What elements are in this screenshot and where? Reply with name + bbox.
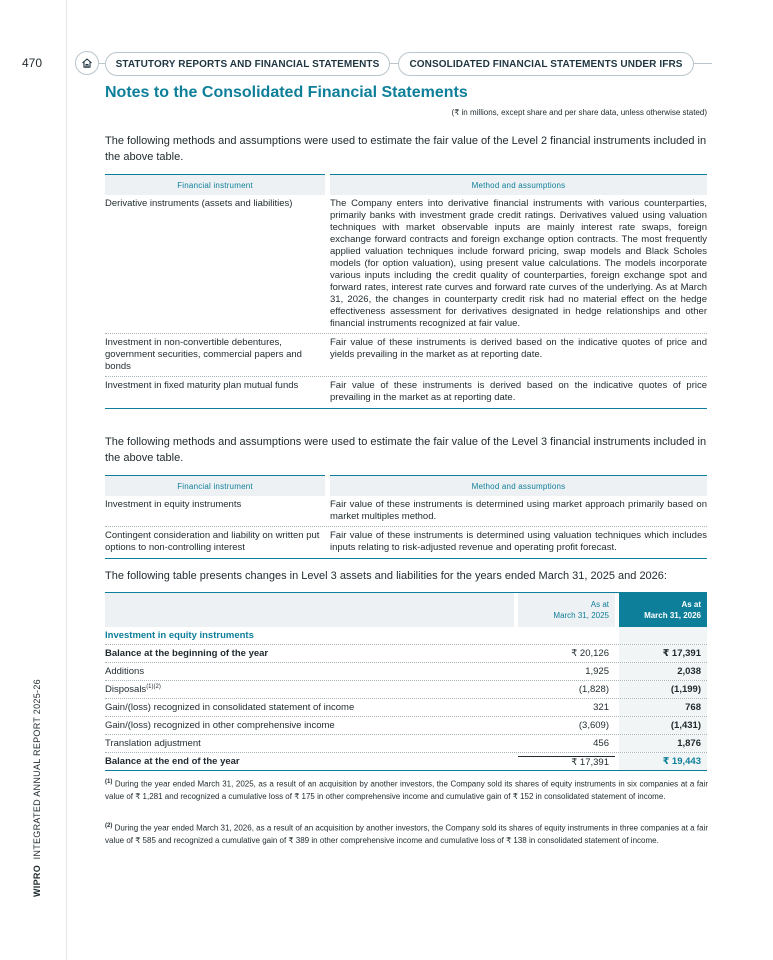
- value-2026: (1,431): [619, 717, 707, 734]
- instrument-cell: Investment in equity instruments: [105, 499, 242, 510]
- table-row: [105, 334, 707, 377]
- nav-rule: [692, 63, 712, 64]
- value-2025: 321: [593, 702, 609, 713]
- row-label: Translation adjustment: [105, 738, 201, 749]
- level3-table: [105, 475, 707, 559]
- level2-intro: The following methods and assumptions were used to estimate the fair value of the Level 2 financial instruments included in the above table.: [105, 135, 707, 163]
- row-label: Gain/(loss) recognized in consolidated statement of income: [105, 702, 355, 713]
- value-2026: ₹ 19,443: [619, 753, 707, 770]
- table-bottom-rule: [105, 408, 707, 409]
- instrument-cell: Derivative instruments (assets and liabilities): [105, 198, 293, 209]
- page-margin-line: [66, 0, 67, 960]
- section-row: [105, 627, 707, 645]
- value-2025: ₹ 20,126: [571, 648, 609, 659]
- value-2026: 2,038: [619, 663, 707, 680]
- column-header-instrument: Financial instrument: [105, 475, 325, 496]
- footnote-mark: (1): [105, 779, 113, 785]
- table-row: [105, 377, 707, 407]
- nav-statutory-reports[interactable]: STATUTORY REPORTS AND FINANCIAL STATEMENTS: [105, 52, 390, 76]
- home-button[interactable]: [75, 51, 99, 75]
- instrument-cell: Contingent consideration and liability on written put options to non-controlling interest: [105, 530, 320, 553]
- method-cell: Fair value of these instruments is determined using valuation techniques which includes inputs relating to risk-adjusted revenue and operating profit forecast.: [330, 530, 707, 553]
- value-2026: ₹ 17,391: [619, 645, 707, 662]
- column-header-instrument: Financial instrument: [105, 174, 325, 195]
- instrument-cell: Investment in fixed maturity plan mutual funds: [105, 380, 299, 391]
- value-2025: (3,609): [578, 720, 609, 731]
- column-header-2026: [619, 593, 707, 627]
- table-row-total: [105, 753, 707, 771]
- value-2026: 768: [619, 699, 707, 716]
- report-name: INTEGRATED ANNUAL REPORT 2025-26: [32, 679, 42, 860]
- table-row: [105, 699, 707, 717]
- value-2025: (1,828): [578, 684, 609, 695]
- page-number: 470: [22, 56, 43, 70]
- row-label: Balance at the beginning of the year: [105, 648, 269, 659]
- footnote-ref: (1)(2): [146, 683, 161, 690]
- method-cell: Fair value of these instruments is derived based on the indicative quotes of price and yields prevailing in the market as at reporting date.: [330, 337, 707, 360]
- row-label: Additions: [105, 666, 145, 677]
- level2-table: [105, 174, 707, 409]
- method-cell: Fair value of these instruments is determined using market approach primarily based on market multiples method.: [330, 499, 707, 522]
- column-header-2025-line2: March 31, 2025: [553, 611, 609, 620]
- table-row: [105, 735, 707, 753]
- level3-intro: The following methods and assumptions were used to estimate the fair value of the Level 3 financial instruments included in the above table.: [105, 436, 707, 464]
- header-blank: [105, 593, 514, 627]
- page-title: Notes to the Consolidated Financial Statements: [105, 84, 468, 101]
- footnote-1: [105, 776, 708, 803]
- changes-intro: The following table presents changes in Level 3 assets and liabilities for the years ended March 31, 2025 and 2026:: [105, 570, 667, 582]
- column-header-2026-line1: As at: [681, 600, 701, 609]
- footnote-text: During the year ended March 31, 2025, as a result of an acquisition by another investors, the Company sold its shares of equity instruments in six companies at a fair value of ₹ 1,281 and recognized a cumulative loss of ₹ 175 in other comprehensive income and cumulative gain of ₹ 152 in consolidated statement of income.: [105, 779, 708, 801]
- section-label: Investment in equity instruments: [105, 630, 254, 641]
- row-label: [105, 684, 518, 695]
- value-2026: 1,876: [619, 735, 707, 752]
- value-2025: 456: [593, 738, 609, 749]
- column-header-method: Method and assumptions: [330, 475, 707, 496]
- column-header-2025: [518, 593, 615, 627]
- row-label: Balance at the end of the year: [105, 756, 240, 767]
- table-row: [105, 527, 707, 557]
- value-2025: 1,925: [585, 666, 609, 677]
- table-row: [105, 681, 707, 699]
- level3-changes-table: [105, 592, 707, 771]
- table-row: [105, 496, 707, 527]
- row-label-text: Disposals: [105, 684, 147, 696]
- table-row: [105, 195, 707, 334]
- brand-logo-text: WIPRO: [32, 865, 42, 897]
- instrument-cell: Investment in non-convertible debentures, government securities, commercial papers and bonds: [105, 337, 302, 372]
- units-note: (₹ in millions, except share and per share data, unless otherwise stated): [451, 108, 707, 117]
- column-header-2025-line1: As at: [590, 600, 609, 609]
- footnote-mark: (2): [105, 823, 113, 829]
- method-cell: The Company enters into derivative financial instruments with various counterparties, primarily banks with investment grade credit ratings. Derivatives valued using valuation techniques with market observable inputs are mainly interest rate swaps, foreign exchange forward contracts and foreign exchange option contracts. The most frequently applied valuation techniques include forward pricing, swap models and Black Scholes models (for option valuation), using present value calculations. The models incorporate various inputs including the credit quality of counterparties, foreign exchange spot and forward rates, interest rate curves and forward rate curves of the underlying. As at March 31, 2026, the changes in counterparty credit risk had no material effect on the hedge effectiveness assessment for derivatives designated in hedge relationships and other financial instruments recognized at fair value.: [330, 198, 707, 329]
- column-header-2026-line2: March 31, 2026: [644, 611, 701, 620]
- table-row: [105, 663, 707, 681]
- column-header-method: Method and assumptions: [330, 174, 707, 195]
- footnote-2: [105, 820, 708, 847]
- footnote-text: During the year ended March 31, 2026, as a result of an acquisition by another investors, the Company sold its shares of equity instruments in three companies at a fair value of ₹ 585 and recognized a cumulative gain of ₹ 389 in other comprehensive income and cumulative loss of ₹ 138 in consolidated statement of income.: [105, 823, 708, 845]
- table-bottom-rule: [105, 558, 707, 559]
- nav-consolidated-ifrs[interactable]: CONSOLIDATED FINANCIAL STATEMENTS UNDER IFRS: [398, 52, 694, 76]
- row-label: Gain/(loss) recognized in other comprehensive income: [105, 720, 335, 731]
- sidebar-report-label: [32, 679, 42, 897]
- home-icon: [81, 57, 93, 69]
- value-2026: (1,199): [619, 681, 707, 698]
- table-row: [105, 717, 707, 735]
- table-row: [105, 645, 707, 663]
- value-2025: ₹ 17,391: [518, 756, 615, 768]
- method-cell: Fair value of these instruments is derived based on the indicative quotes of price prevailing in the market as at reporting date.: [330, 380, 707, 403]
